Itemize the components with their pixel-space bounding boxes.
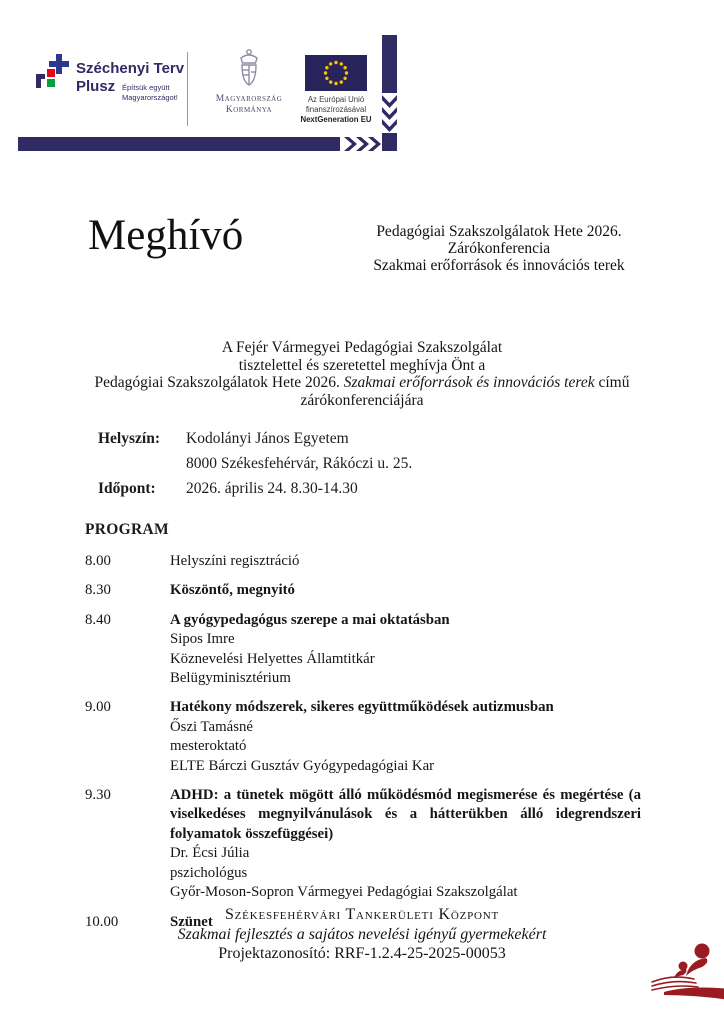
program-time: 9.30 — [85, 787, 111, 804]
invitation-line2: tisztelettel és szeretettel meghívja Önt a — [238, 356, 486, 374]
program-speaker-role: mesteroktató — [170, 738, 247, 755]
tankerulet-logo-icon — [650, 938, 724, 1008]
location-value-line1: Kodolányi János Egyetem — [186, 430, 349, 447]
location-value-line2: 8000 Székesfehérvár, Rákóczi u. 25. — [186, 455, 413, 472]
program-time: 10.00 — [85, 913, 119, 930]
szechenyi-logo-text-plusz: Plusz — [76, 78, 116, 95]
program-time: 8.00 — [85, 553, 111, 569]
event-title-line2: Zárókonferencia — [447, 240, 551, 257]
footer-motto: Szakmai fejlesztés a sajátos nevelési igényű gyermekekért — [177, 925, 547, 943]
program-row — [85, 786, 641, 902]
event-title-block — [365, 223, 633, 274]
footer — [0, 905, 724, 964]
program-title: A gyógypedagógus szerepe a mai oktatásban — [170, 611, 450, 628]
invitation-text — [60, 339, 664, 409]
page-title: Meghívó — [88, 212, 244, 259]
event-title-line1: Pedagógiai Szakszolgálatok Hete 2026. — [376, 223, 622, 240]
eu-funding-label: Az Európai Unió finanszírozásával NextGeneration EU — [300, 95, 372, 124]
program-title: ADHD: a tünetek mögött álló működésmód megismerése és megértése (a viselkedéses megnyilvánulások és a hátterükben álló idegrendszeri folyamatok összefüggései) — [170, 787, 641, 842]
program-speaker-org: Győr-Moson-Sopron Vármegyei Pedagógiai Szakszolgálat — [170, 884, 518, 901]
program-title: Helyszíni regisztráció — [170, 553, 300, 569]
location-label: Helyszín: — [98, 430, 160, 447]
footer-organization: Székesfehérvári Tankerületi Központ — [224, 906, 500, 923]
invitation-line3: Pedagógiai Szakszolgálatok Hete 2026. Szakmai erőforrások és innovációs terek című — [94, 374, 630, 392]
szechenyi-plus-mark-icon — [34, 52, 76, 110]
program-speaker: Őszi Tamásné — [170, 718, 253, 735]
invitation-line1: A Fejér Vármegyei Pedagógiai Szakszolgálat — [221, 339, 503, 356]
szechenyi-tagline: Építsük együtt Magyarországot! — [122, 83, 178, 102]
hungary-coat-of-arms-icon — [234, 48, 264, 92]
header-divider — [187, 52, 188, 126]
program-time: 9.00 — [85, 699, 111, 716]
program-row — [85, 552, 641, 571]
time-row — [98, 480, 558, 505]
eu-funding-logo — [296, 55, 376, 125]
program-entry — [170, 552, 641, 571]
program-time: 8.40 — [85, 611, 111, 628]
location-row2 — [98, 455, 558, 480]
program-title: Hatékony módszerek, sikeres együttműködések autizmusban — [170, 699, 554, 716]
event-details — [98, 430, 558, 505]
program-title: Köszöntő, megnyitó — [170, 582, 295, 599]
location-row — [98, 430, 558, 455]
event-title-line3: Szakmai erőforrások és innovációs terek — [373, 257, 625, 274]
program-entry — [170, 698, 641, 776]
program-speaker-org: ELTE Bárczi Gusztáv Gyógypedagógiai Kar — [170, 757, 435, 774]
program-time: 8.30 — [85, 582, 111, 599]
program-speaker: Dr. Écsi Júlia — [170, 845, 250, 862]
program-speaker: Sipos Imre — [170, 631, 235, 648]
invitation-line4: zárókonferenciájára — [300, 391, 424, 409]
szechenyi-terv-plusz-logo — [34, 52, 184, 114]
time-value: 2026. április 24. 8.30-14.30 — [186, 480, 358, 497]
program-title: Szünet — [170, 913, 213, 930]
program-speaker-org: Belügyminisztérium — [170, 670, 291, 687]
program-speaker-role: pszichológus — [170, 864, 248, 881]
government-label: Magyarország Kormánya — [215, 94, 283, 115]
szechenyi-logo-text: Széchenyi Terv — [76, 60, 185, 77]
government-logo — [206, 48, 292, 120]
program-entry — [170, 581, 641, 600]
program-row — [85, 581, 641, 600]
program-speaker-role: Köznevelési Helyettes Államtitkár — [170, 650, 375, 667]
program-entry — [170, 611, 641, 689]
eu-flag-icon — [305, 55, 367, 91]
program-row — [85, 698, 641, 776]
program-entry — [170, 786, 641, 902]
program-row — [85, 611, 641, 689]
footer-project-id: Projektazonosító: RRF-1.2.4-25-2025-00053 — [218, 945, 506, 963]
program-heading: PROGRAM — [85, 521, 169, 538]
time-label: Időpont: — [98, 480, 156, 497]
program-list — [85, 552, 641, 942]
